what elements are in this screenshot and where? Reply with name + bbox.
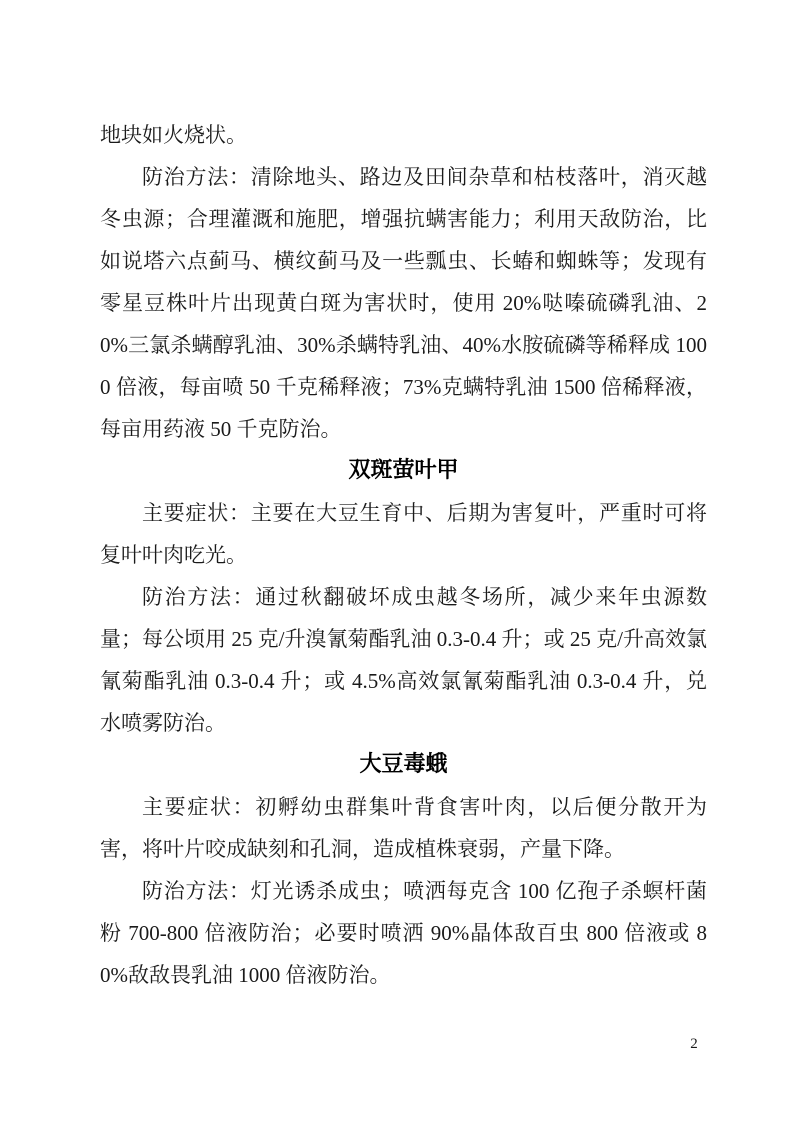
paragraph-prevention-spider-mite: 防治方法：清除地头、路边及田间杂草和枯枝落叶，消灭越冬虫源；合理灌溉和施肥，增强抗螨害能力；利用天敌防治，比如说塔六点蓟马、横纹蓟马及一些瓢虫、长蝽和蜘蛛等；发现有零星豆株叶片出现黄白斑为害状时，使用 20%哒嗪硫磷乳油、20%三氯杀螨醇乳油、30%杀螨特乳油、40%水胺硫磷等稀释成 1000 倍液，每亩喷 50 千克稀释液；73%克螨特乳油 1500 倍稀释液，每亩用药液 50 千克防治。 [100, 165, 707, 441]
paragraph-prevention-tussock-moth: 防治方法：灯光诱杀成虫；喷洒每克含 100 亿孢子杀螟杆菌粉 700-800 倍液防治；必要时喷洒 90%晶体敌百虫 800 倍液或 80%敌敌畏乳油 1000 倍液防治。 [100, 879, 707, 987]
section-title-double-spot-leaf-beetle: 双斑萤叶甲 [348, 458, 459, 483]
section-title-soybean-tussock-moth: 大豆毒蛾 [359, 752, 448, 777]
paragraph-burnt-patch-continuation: 地块如火烧状。 [100, 123, 247, 147]
paragraph-symptoms-tussock-moth: 主要症状：初孵幼虫群集叶背食害叶肉，以后便分散开为害，将叶片咬成缺刻和孔洞，造成植株衰弱，产量下降。 [100, 795, 707, 861]
page-body [100, 114, 707, 996]
page-number: 2 [690, 1036, 698, 1052]
paragraph-symptoms-leaf-beetle: 主要症状：主要在大豆生育中、后期为害复叶，严重时可将复叶叶肉吃光。 [100, 501, 707, 567]
paragraph-prevention-leaf-beetle: 防治方法：通过秋翻破坏成虫越冬场所，减少来年虫源数量；每公顷用 25 克/升溴氰菊酯乳油 0.3-0.4 升；或 25 克/升高效氯氰菊酯乳油 0.3-0.4 升；或 4.5%高效氯氰菊酯乳油 0.3-0.4 升，兑水喷雾防治。 [100, 585, 707, 735]
